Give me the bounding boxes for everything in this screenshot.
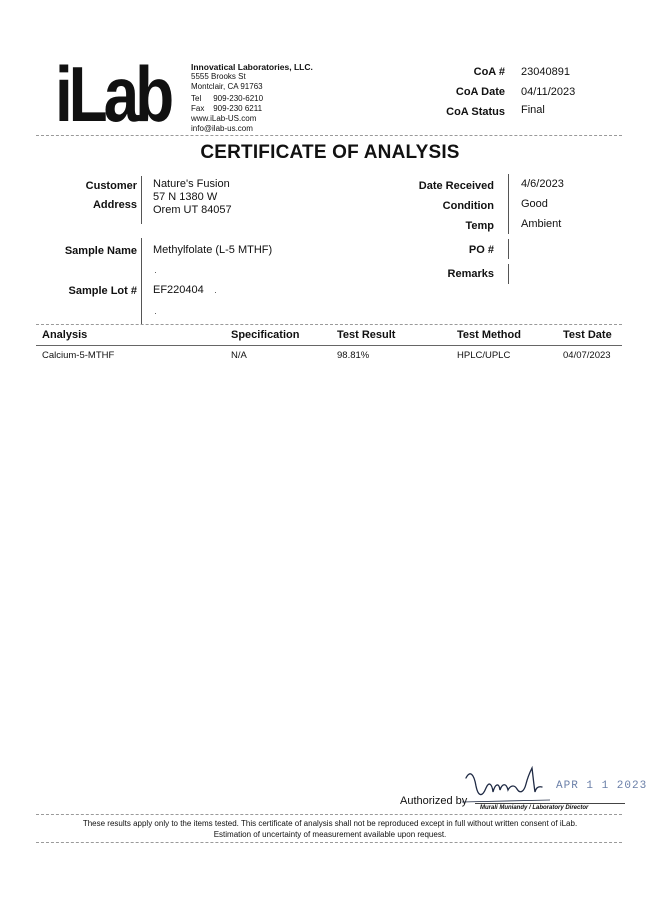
cell-test-result: 98.81% — [337, 350, 370, 361]
footer-bottom-divider — [36, 842, 622, 843]
footer-top-divider — [36, 814, 622, 815]
signer-name: Murali Muniandy / Laboratory Director — [480, 805, 589, 811]
condition-label: Condition — [442, 200, 494, 212]
sample-lot: EF220404 — [153, 284, 204, 296]
coa-number-label: CoA # — [473, 66, 505, 78]
coa-status-label: CoA Status — [446, 106, 505, 118]
coa-date: 04/11/2023 — [521, 86, 576, 98]
footer-uncertainty-note: Estimation of uncertainty of measurement available upon request. — [213, 830, 447, 839]
email: info@ilab-us.com — [191, 124, 253, 133]
signature-icon — [462, 764, 552, 806]
cell-test-date: 04/07/2023 — [563, 350, 611, 361]
remarks-label: Remarks — [447, 268, 494, 280]
address-line-2: Orem UT 84057 — [153, 204, 232, 216]
address-label: Address — [92, 199, 137, 211]
col-header-analysis: Analysis — [42, 329, 88, 341]
customer-label: Customer — [85, 180, 137, 192]
col-header-test-date: Test Date — [563, 329, 612, 341]
header-divider — [36, 135, 622, 136]
footer-disclaimer: These results apply only to the items tested. This certificate of analysis shall not be reproduced except in full without written consent of iLab. — [82, 819, 578, 828]
received-date-stamp: APR 1 1 2023 — [556, 780, 648, 792]
sample-name-label: Sample Name — [64, 245, 137, 257]
ilab-logo: iLab — [55, 50, 171, 138]
fax-label: Fax — [191, 104, 205, 113]
temp-value: Ambient — [521, 218, 562, 230]
website: www.iLab-US.com — [191, 114, 257, 123]
sample-name: Methylfolate (L-5 MTHF) — [153, 244, 273, 256]
table-top-divider — [36, 324, 622, 325]
sample-lot-label: Sample Lot # — [68, 285, 137, 297]
fax-number: 909-230 6211 — [213, 104, 263, 113]
temp-label: Temp — [465, 220, 494, 232]
condition-value: Good — [521, 198, 548, 210]
company-name: Innovatical Laboratories, LLC. — [191, 62, 313, 72]
document-title: CERTIFICATE OF ANALYSIS — [200, 142, 460, 163]
table-header-divider — [36, 345, 622, 346]
authorized-by-label: Authorized by — [400, 795, 468, 807]
signature-line — [475, 803, 625, 804]
date-received-label: Date Received — [418, 180, 494, 192]
cell-analysis: Calcium-5-MTHF — [42, 350, 115, 361]
coa-date-label: CoA Date — [455, 86, 505, 98]
scan-speck — [155, 313, 156, 314]
company-street: 5555 Brooks St — [191, 72, 246, 81]
company-info — [191, 62, 313, 134]
cell-specification: N/A — [231, 350, 247, 361]
address-line-1: 57 N 1380 W — [153, 191, 218, 203]
tel-label: Tel — [191, 94, 202, 103]
coa-status: Final — [521, 104, 545, 116]
col-header-test-result: Test Result — [337, 329, 396, 341]
date-received: 4/6/2023 — [521, 178, 564, 190]
company-city: Montclair, CA 91763 — [191, 82, 263, 91]
scan-speck — [215, 292, 216, 293]
tel-number: 909-230-6210 — [213, 94, 264, 103]
cell-test-method: HPLC/UPLC — [457, 350, 511, 361]
sample-divider — [141, 238, 142, 324]
col-header-test-method: Test Method — [457, 329, 521, 341]
col-header-specification: Specification — [231, 329, 300, 341]
po-divider — [508, 239, 509, 259]
customer-divider — [141, 176, 142, 224]
po-label: PO # — [468, 244, 494, 256]
receipt-divider — [508, 174, 509, 234]
customer-name: Nature's Fusion — [153, 178, 230, 190]
remarks-divider — [508, 264, 509, 284]
coa-number: 23040891 — [521, 66, 570, 78]
scan-speck — [155, 272, 156, 273]
